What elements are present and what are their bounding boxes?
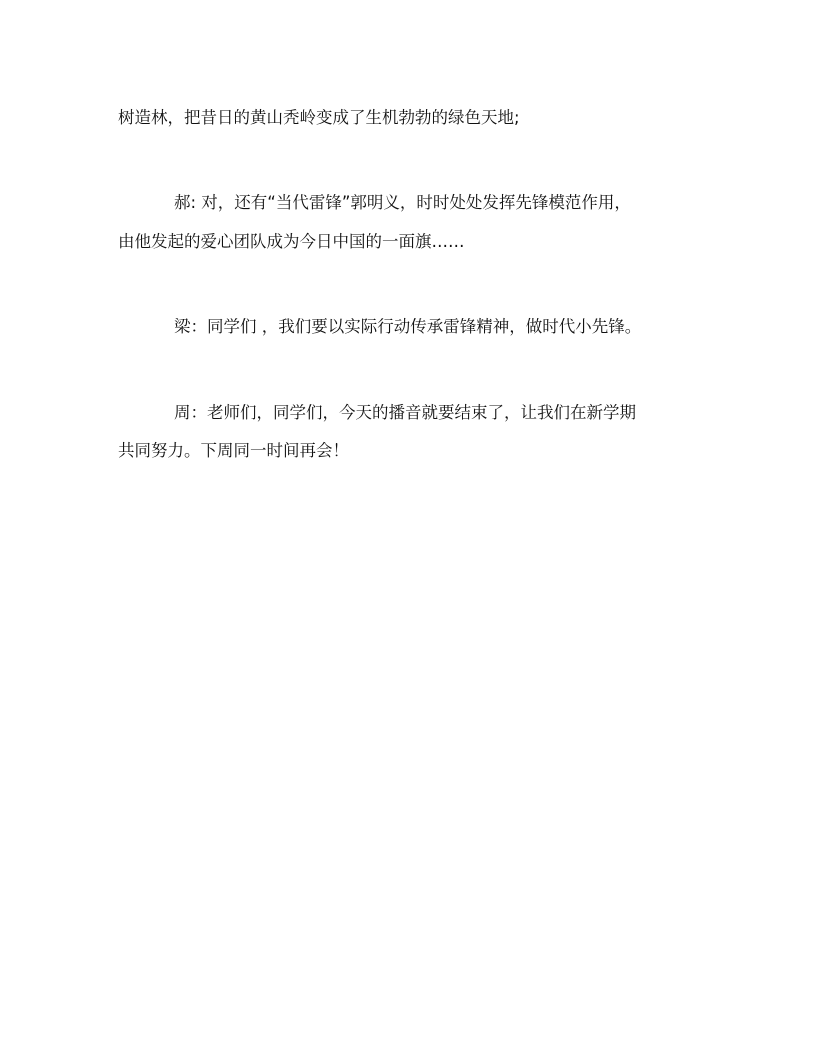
paragraph-line: 由他发起的爱心团队成为今日中国的一面旗…… [118,232,465,251]
paragraph-line: 郝: 对，还有“当代雷锋”郭明义，时时处处发挥先锋模范作用， [174,193,631,212]
paragraph-line: 周：老师们，同学们，今天的播音就要结束了，让我们在新学期 [174,403,636,422]
paragraph-line: 梁：同学们 ，我们要以实际行动传承雷锋精神，做时代小先锋。 [174,317,642,336]
paragraph-line: 树造林，把昔日的黄山秃岭变成了生机勃勃的绿色天地; [118,108,520,127]
paragraph-line: 共同努力。下周同一时间再会！ [118,441,349,460]
